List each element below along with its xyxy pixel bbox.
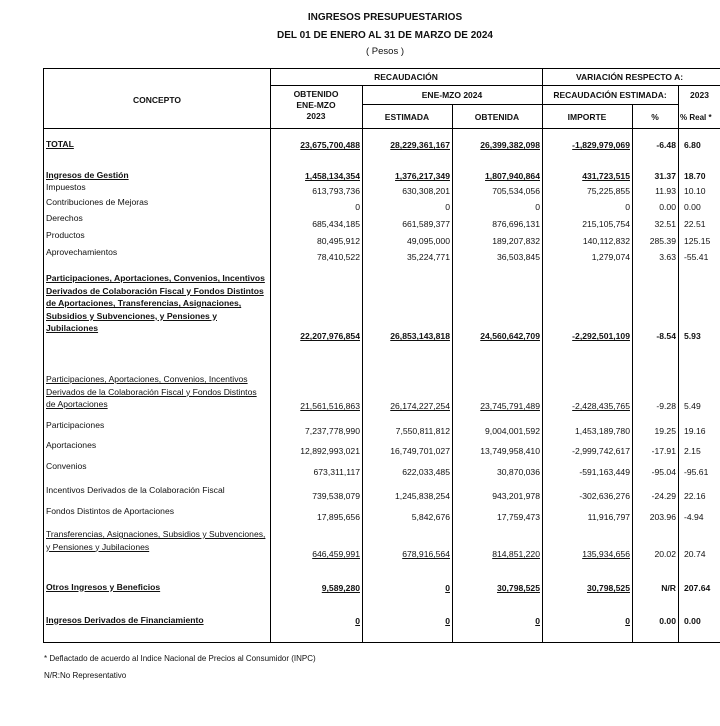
row-value-pct-real: 22.51 [684,219,706,229]
row-label: Transferencias, Asignaciones, Subsidios y Subvenciones, y Pensiones y Jubilaciones [46,529,266,552]
row-value-pct-real: 10.10 [684,186,706,196]
row-value-importe: 215,105,754 [582,219,630,229]
table-row [44,373,720,411]
row-label: Impuestos [46,182,86,192]
row-label: Participaciones, Aportaciones, Convenios, Incentivos Derivados de la Colaboración Fiscal y Fondos Distintos de Aportaciones [46,374,257,409]
row-value-importe: 1,279,074 [591,252,630,262]
row-value-importe: 0 [625,202,630,212]
row-value-importe: -2,428,435,765 [572,401,630,411]
header-obtenido-2023: OBTENIDO ENE-MZO 2023 [293,89,339,121]
row-value-importe: -2,292,501,109 [572,331,630,341]
row-value-obtenida-2024: 23,745,791,489 [480,401,540,411]
row-value-pct: 0.00 [659,616,676,626]
row-value-obtenida-2024: 30,798,525 [496,583,540,593]
row-value-obtenida-2024: 876,696,131 [492,219,540,229]
header-recaudacion: RECAUDACIÓN [374,72,438,82]
report-units: ( Pesos ) [365,46,404,57]
report-period: DEL 01 DE ENERO AL 31 DE MARZO DE 2024 [277,30,493,41]
row-value-importe: 1,453,189,780 [575,426,630,436]
footnote-inpc: * Deflactado de acuerdo al Indice Nacional de Precios al Consumidor (INPC) [44,654,316,663]
row-label: Ingresos de Gestión [46,169,129,180]
row-value-pct: 32.51 [654,219,676,229]
table-row [44,484,720,501]
row-value-pct: -95.04 [651,467,676,477]
row-label: Aprovechamientos [46,247,118,257]
row-value-obtenido-2023: 613,793,736 [312,186,360,196]
row-value-pct-real: -95.61 [684,467,709,477]
header-2023: 2023 [690,90,709,100]
row-value-obtenida-2024: 1,807,940,864 [485,171,540,181]
row-value-pct: 11.93 [655,186,676,196]
row-value-pct-real: 2.15 [684,446,701,456]
row-value-obtenido-2023: 739,538,079 [312,491,360,501]
header-pct-real: % Real * [680,113,712,122]
footnote-nr: N/R:No Representativo [44,671,127,680]
row-value-pct-real: 22.16 [684,491,706,501]
header-concepto: CONCEPTO [132,95,182,105]
header-recaudacion-estimada: RECAUDACIÓN ESTIMADA: [553,90,667,100]
row-value-estimada-2024: 1,245,838,254 [395,491,450,501]
table-row [44,528,720,559]
row-value-estimada-2024: 26,853,143,818 [390,331,450,341]
row-label: TOTAL [46,138,74,149]
row-label: Derechos [46,213,83,223]
row-value-pct: -8.54 [656,331,676,341]
row-value-importe: 140,112,832 [582,236,630,246]
row-value-obtenida-2024: 36,503,845 [496,252,540,262]
row-value-pct: 20.02 [654,549,676,559]
row-value-importe: -2,999,742,617 [572,446,630,456]
row-value-estimada-2024: 28,229,361,167 [390,140,450,150]
table-row [44,439,720,456]
row-value-pct: -24.29 [651,491,676,501]
row-value-pct: 19.25 [654,426,676,436]
row-value-obtenido-2023: 646,459,991 [312,549,360,559]
row-value-pct-real: 0.00 [684,616,701,626]
row-value-pct: 285.39 [649,236,676,246]
row-value-estimada-2024: 661,589,377 [402,219,450,229]
row-label: Productos [46,230,85,240]
row-value-pct: 203.96 [649,512,676,522]
row-value-importe: 431,723,515 [582,171,630,181]
row-value-importe: -302,636,276 [579,491,630,501]
row-value-obtenida-2024: 17,759,473 [496,512,540,522]
row-value-estimada-2024: 7,550,811,812 [395,426,450,436]
row-value-estimada-2024: 630,308,201 [402,186,450,196]
row-value-importe: 30,798,525 [586,583,630,593]
row-value-obtenida-2024: 30,870,036 [496,467,540,477]
row-value-pct: N/R [661,583,676,593]
row-value-obtenida-2024: 189,207,832 [492,236,540,246]
row-value-obtenido-2023: 22,207,976,854 [300,331,360,341]
row-value-obtenida-2024: 26,399,382,098 [480,140,540,150]
row-divider [542,104,678,105]
row-divider [362,104,542,105]
table-row [44,460,720,477]
row-label: Participaciones, Aportaciones, Convenios, Incentivos Derivados de Colaboración Fiscal y Fondos Distintos de Aportaciones, Transferencias, Asignaciones, Subsidios y Subvenciones, y Pensiones y Jubilaciones [46,273,265,333]
row-value-estimada-2024: 49,095,000 [406,236,450,246]
table-row [44,196,720,212]
header-variacion: VARIACIÓN RESPECTO A: [576,72,684,82]
row-value-estimada-2024: 5,842,676 [411,512,450,522]
row-value-estimada-2024: 1,376,217,349 [395,171,450,181]
row-value-pct-real: 125.15 [684,236,711,246]
row-value-pct: -6.48 [656,140,676,150]
row-value-pct-real: 18.70 [684,171,706,181]
row-value-importe: -1,829,979,069 [572,140,630,150]
table-row [44,272,720,341]
row-value-obtenido-2023: 1,458,134,354 [305,171,360,181]
row-value-pct-real: 5.49 [684,401,701,411]
row-label: Participaciones [46,420,105,430]
row-value-estimada-2024: 0 [445,616,450,626]
row-value-pct: -17.91 [651,446,676,456]
row-value-importe: 11,916,797 [587,512,630,522]
row-label: Ingresos Derivados de Financiamiento [46,614,204,625]
row-value-pct: 0.00 [659,202,676,212]
row-divider [270,85,720,86]
row-value-importe: 0 [625,616,630,626]
table-row [44,181,720,196]
row-value-estimada-2024: 622,033,485 [402,467,450,477]
table-row [44,212,720,229]
row-value-pct-real: 19.16 [684,426,706,436]
row-value-obtenido-2023: 0 [355,616,360,626]
header-importe: IMPORTE [567,112,607,122]
row-value-pct-real: -4.94 [684,512,704,522]
row-value-obtenida-2024: 0 [535,202,540,212]
row-value-obtenido-2023: 21,561,516,863 [300,401,360,411]
row-value-obtenido-2023: 685,434,185 [312,219,360,229]
row-label: Incentivos Derivados de la Colaboración Fiscal [46,485,225,495]
header-obtenida: OBTENIDA [474,112,520,122]
table-row [44,576,720,593]
row-label: Aportaciones [46,440,97,450]
header-pct: % [651,112,659,122]
row-value-estimada-2024: 26,174,227,254 [390,401,450,411]
row-value-obtenida-2024: 814,851,220 [492,549,540,559]
row-label: Convenios [46,461,87,471]
row-value-pct-real: 6.80 [684,140,701,150]
row-value-pct: -9.28 [656,401,676,411]
row-value-obtenido-2023: 12,892,993,021 [300,446,360,456]
row-value-obtenida-2024: 9,004,001,592 [485,426,540,436]
row-value-pct-real: 20.74 [684,549,706,559]
row-value-estimada-2024: 0 [445,202,450,212]
row-label: Otros Ingresos y Beneficios [46,581,161,592]
table-row [44,229,720,246]
row-label: Contribuciones de Mejoras [46,197,149,207]
row-value-pct-real: -55.41 [684,252,709,262]
header-estimada: ESTIMADA [384,112,430,122]
row-value-obtenida-2024: 24,560,642,709 [480,331,540,341]
table-row [44,166,720,181]
row-value-pct-real: 0.00 [684,202,701,212]
row-value-obtenido-2023: 7,237,778,990 [305,426,360,436]
report-title: INGRESOS PRESUPUESTARIOS [307,12,463,23]
table-row [44,505,720,522]
row-value-obtenida-2024: 943,201,978 [492,491,540,501]
row-label: Fondos Distintos de Aportaciones [46,506,175,516]
row-value-pct: 31.37 [654,171,676,181]
row-value-obtenida-2024: 13,749,958,410 [480,446,540,456]
row-value-obtenido-2023: 673,311,117 [313,467,360,477]
row-value-pct-real: 5.93 [684,331,701,341]
row-value-obtenido-2023: 0 [355,202,360,212]
row-value-obtenido-2023: 80,495,912 [316,236,360,246]
row-value-pct-real: 207.64 [684,583,711,593]
row-value-obtenido-2023: 9,589,280 [321,583,360,593]
income-table [43,68,720,643]
header-divider [44,128,720,129]
table-row [44,246,720,262]
row-value-importe: 75,225,855 [586,186,630,196]
row-value-importe: 135,934,656 [582,549,630,559]
row-value-estimada-2024: 35,224,771 [406,252,450,262]
row-value-importe: -591,163,449 [579,467,630,477]
header-enemzo-2024: ENE-MZO 2024 [421,90,483,100]
table-row [44,419,720,436]
row-value-estimada-2024: 678,916,564 [402,549,450,559]
table-row [44,134,720,150]
row-value-pct: 3.63 [659,252,676,262]
row-value-estimada-2024: 16,749,701,027 [390,446,450,456]
table-row [44,609,720,626]
row-value-obtenida-2024: 0 [535,616,540,626]
row-value-obtenida-2024: 705,534,056 [492,186,540,196]
row-value-estimada-2024: 0 [445,583,450,593]
row-value-obtenido-2023: 78,410,522 [316,252,360,262]
row-value-obtenido-2023: 23,675,700,488 [300,140,360,150]
row-value-obtenido-2023: 17,895,656 [316,512,360,522]
